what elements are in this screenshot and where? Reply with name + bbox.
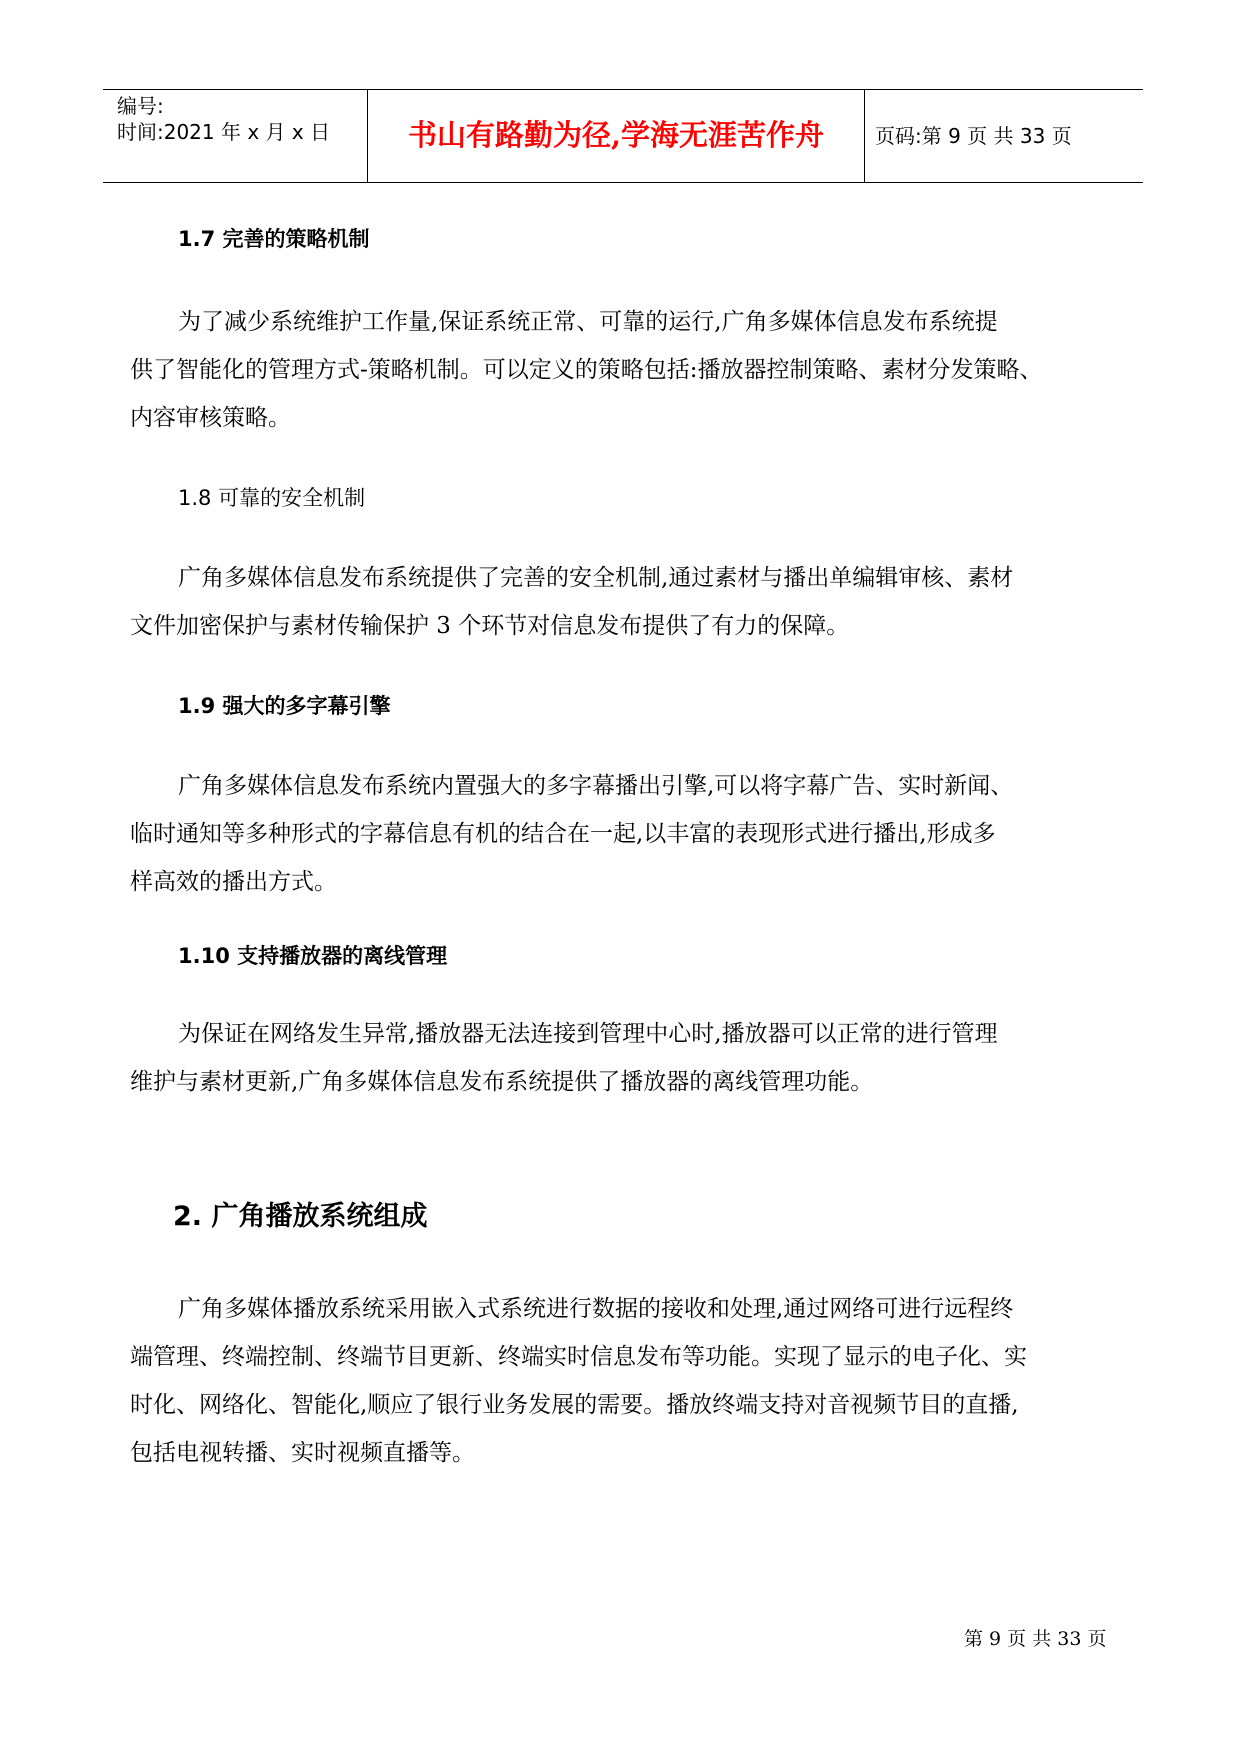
- section-heading-1-10: 1.10 支持播放器的离线管理: [178, 944, 448, 968]
- paragraph-line: 文件加密保护与素材传输保护 3 个环节对信息发布提供了有力的保障。: [130, 613, 850, 639]
- paragraph-line: 内容审核策略。: [130, 405, 291, 431]
- paragraph-line: 广角多媒体播放系统采用嵌入式系统进行数据的接收和处理,通过网络可进行远程终: [178, 1296, 1014, 1322]
- paragraph-line: 广角多媒体信息发布系统提供了完善的安全机制,通过素材与播出单编辑审核、素材: [178, 565, 1014, 591]
- document-number-label: 编号:: [117, 94, 164, 118]
- page-code-label: 页码:第 9 页 共 33 页: [875, 124, 1072, 148]
- header-page-cell: [865, 90, 1143, 182]
- section-paragraph-1-10: [130, 1010, 1130, 1106]
- paragraph-line: 为保证在网络发生异常,播放器无法连接到管理中心时,播放器可以正常的进行管理: [178, 1021, 998, 1047]
- paragraph-line: 为了减少系统维护工作量,保证系统正常、可靠的运行,广角多媒体信息发布系统提: [178, 309, 998, 335]
- section-paragraph-1-8: [130, 554, 1130, 650]
- section-heading-2: 2. 广角播放系统组成: [173, 1201, 428, 1232]
- paragraph-line: 样高效的播出方式。: [130, 869, 337, 895]
- header-motto-cell: [368, 90, 865, 182]
- header-info-cell: [103, 90, 368, 182]
- section-heading-1-8: 1.8 可靠的安全机制: [178, 486, 366, 510]
- motto-text: 书山有路勤为径,学海无涯苦作舟: [407, 118, 825, 152]
- document-time-label: 时间:2021 年 x 月 x 日: [117, 120, 331, 144]
- section-heading-1-7: 1.7 完善的策略机制: [178, 227, 370, 251]
- page-footer: 第 9 页 共 33 页: [964, 1628, 1107, 1650]
- section-paragraph-1-9: [130, 762, 1130, 906]
- paragraph-line: 维护与素材更新,广角多媒体信息发布系统提供了播放器的离线管理功能。: [130, 1069, 874, 1095]
- paragraph-line: 包括电视转播、实时视频直播等。: [130, 1440, 475, 1466]
- page-header: [103, 89, 1143, 183]
- paragraph-line: 供了智能化的管理方式-策略机制。可以定义的策略包括:播放器控制策略、素材分发策略、: [130, 357, 1043, 383]
- paragraph-line: 端管理、终端控制、终端节目更新、终端实时信息发布等功能。实现了显示的电子化、实: [130, 1344, 1027, 1370]
- section-heading-1-9: 1.9 强大的多字幕引擎: [178, 694, 391, 718]
- section-paragraph-2: [130, 1285, 1130, 1477]
- paragraph-line: 时化、网络化、智能化,顺应了银行业务发展的需要。播放终端支持对音视频节目的直播,: [130, 1392, 1019, 1418]
- paragraph-line: 临时通知等多种形式的字幕信息有机的结合在一起,以丰富的表现形式进行播出,形成多: [130, 821, 996, 847]
- section-paragraph-1-7: [130, 298, 1130, 442]
- paragraph-line: 广角多媒体信息发布系统内置强大的多字幕播出引擎,可以将字幕广告、实时新闻、: [178, 773, 1014, 799]
